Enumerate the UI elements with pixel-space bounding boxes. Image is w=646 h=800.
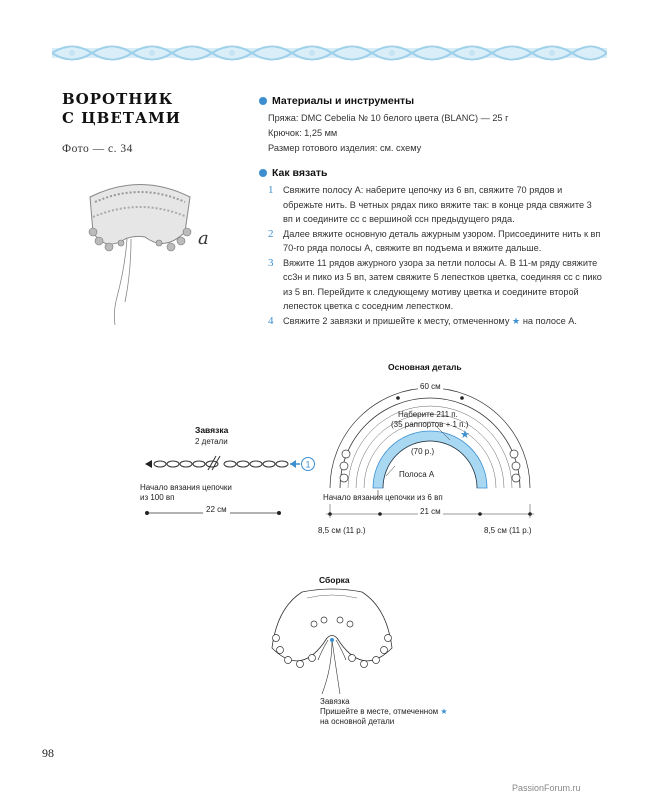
assembly-tie-label: Завязка (320, 697, 350, 706)
how-to-heading (259, 167, 328, 179)
materials-heading-text: Материалы и инструменты (272, 95, 415, 107)
step-text: Свяжите полосу A: наберите цепочку из 6 вп, свяжите 70 рядов и обрежьте нить. В четных рядах пико вяжите так: в конце ряда свяжите 3 вп и соедините сс с вершиной ссн предыдущего ряда. (283, 185, 592, 224)
outer-dimension: 60 см (420, 382, 441, 391)
step-item (268, 314, 603, 329)
step-number: 4 (268, 314, 274, 327)
step-number: 2 (268, 227, 274, 240)
watermark: PassionForum.ru (512, 783, 581, 793)
cast-on-label-1: Наберите 211 п. (398, 410, 458, 419)
step-item (268, 256, 603, 314)
materials-line: Размер готового изделия: см. схему (268, 143, 422, 153)
title-line-1: ВОРОТНИК (62, 90, 174, 108)
materials-list (268, 111, 608, 156)
step-number: 3 (268, 256, 274, 269)
step-item (268, 183, 603, 227)
page-title (62, 90, 212, 128)
assembly-sew-label-1: Пришейте в месте, отмеченном (320, 707, 439, 716)
tie-chain-diagram (140, 450, 320, 480)
step-text-before: Свяжите 2 завязки и пришейте к месту, отмеченному (283, 315, 510, 326)
rows-label: (70 р.) (411, 447, 435, 456)
side-dimension-left: 8,5 см (11 р.) (318, 526, 366, 535)
tie-subtitle: 2 детали (195, 437, 228, 446)
step-number: 1 (268, 184, 274, 196)
step-text (283, 314, 603, 329)
assembly-sew-label (320, 707, 448, 716)
how-to-heading-text: Как вязать (272, 167, 328, 179)
assembly-sew-label-2: на основной детали (320, 717, 395, 726)
assembly-diagram (262, 588, 402, 698)
main-start-label: Начало вязания цепочки из 6 вп (323, 493, 443, 502)
photo-letter: a (198, 228, 209, 249)
page-number: 98 (42, 746, 54, 760)
materials-line: Крючок: 1,25 мм (268, 128, 338, 138)
main-diagram-title: Основная деталь (388, 362, 462, 372)
bullet-icon (259, 97, 267, 105)
materials-line: Пряжа: DMC Cebelia № 10 белого цвета (BLANC) — 25 г (268, 113, 509, 123)
tie-start-label-2: из 100 вп (140, 493, 175, 502)
tie-dimension: 22 см (203, 505, 230, 514)
step-item (268, 227, 603, 256)
side-dimension-right: 8,5 см (11 р.) (484, 526, 532, 535)
cast-on-label-2: (35 раппортов + 1 п.) (391, 420, 469, 429)
decorative-border (52, 40, 607, 66)
step-text: Далее вяжите основную деталь ажурным узором. Присоедините нить к вп 70-го ряда полосы A, свяжите вп подъема и вяжите дальше. (283, 228, 601, 253)
bullet-icon (259, 169, 267, 177)
star-icon: ★ (460, 428, 470, 441)
star-icon: ★ (512, 315, 521, 326)
materials-heading (259, 95, 414, 107)
tie-start-label-1: Начало вязания цепочки (140, 483, 232, 492)
step-text-after: на полосе A. (522, 315, 577, 326)
collar-photo (85, 177, 195, 327)
star-icon: ★ (440, 707, 448, 716)
tie-marker: 1 (305, 459, 311, 470)
photo-reference: Фото — с. 34 (62, 143, 133, 155)
inner-dimension: 21 см (420, 507, 441, 516)
title-line-2: С ЦВЕТАМИ (62, 109, 181, 127)
step-text: Вяжите 11 рядов ажурного узора за петли полосы A. В 11-м ряду свяжите сс3н и пико из 5 вп, затем свяжите 5 лепестков цветка, соединяя сс с пико из 5 вп. Перейдите к следующему мотиву цветка и соедините второй лепесток цветка с соседним лепестком. (283, 257, 602, 311)
assembly-title: Сборка (319, 575, 350, 585)
steps-list (268, 183, 603, 328)
strip-label: Полоса A (399, 470, 435, 479)
tie-title: Завязка (195, 425, 229, 435)
